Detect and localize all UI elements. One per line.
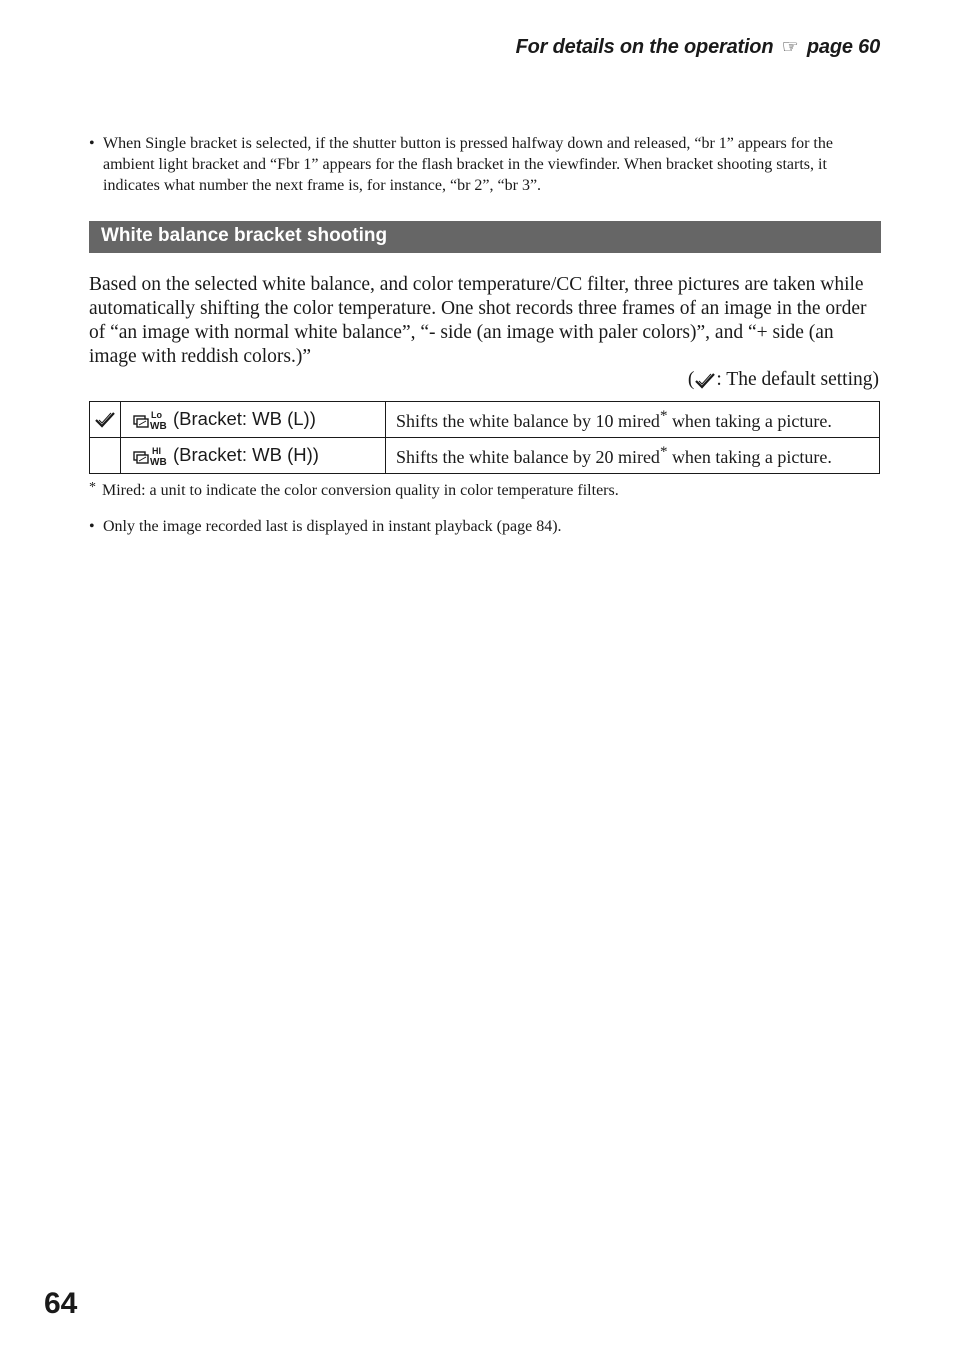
default-cell [90, 438, 121, 474]
default-setting-legend: ( : The default setting) [687, 369, 879, 390]
svg-text:HI: HI [152, 446, 161, 457]
table-row [90, 438, 880, 474]
pointing-hand-icon: ☞ [781, 37, 799, 58]
header-prefix: For details on the operation [515, 36, 774, 58]
page-header [516, 36, 880, 59]
footnote-mired: * Mired: a unit to indicate the color conversion quality in color temperature filters. [89, 480, 619, 499]
option-desc-cell: Shifts the white balance by 20 mired* when taking a picture. [386, 438, 880, 474]
header-page-ref[interactable]: page 60 [806, 36, 880, 58]
body-paragraph: Based on the selected white balance, and color temperature/CC filter, three pictures are taken while automatically shifting the color temperature. One shot records three frames of an image in the order of “an image with normal white balance”, “- side (an image with paler colors)”, and “+ side (an image with reddish colors.)” [89, 274, 867, 367]
note-single-bracket [89, 133, 881, 196]
bullet: • [89, 135, 95, 152]
check-mark-icon [94, 411, 116, 429]
bracket-wb-hi-icon [133, 445, 167, 467]
option-name-cell [121, 438, 386, 474]
option-name: (Bracket: WB (L)) [173, 407, 316, 429]
default-setting-text: : The default setting) [716, 369, 879, 390]
svg-text:Lo: Lo [151, 410, 162, 421]
default-cell [90, 402, 121, 438]
svg-text:WB: WB [150, 421, 167, 432]
page-number: 64 [44, 1287, 78, 1320]
section-title: White balance bracket shooting [101, 225, 388, 246]
bullet: • [89, 518, 95, 535]
option-name: (Bracket: WB (H)) [173, 443, 319, 465]
note-instant-playback [89, 516, 881, 537]
option-desc-cell: Shifts the white balance by 10 mired* when taking a picture. [386, 402, 880, 438]
bracket-wb-lo-icon [133, 409, 167, 431]
section-header-bar [89, 221, 881, 253]
note-text: Only the image recorded last is displayed in instant playback (page 84). [103, 518, 562, 535]
options-table [89, 401, 880, 474]
check-mark-icon [694, 372, 716, 390]
note-text: When Single bracket is selected, if the shutter button is pressed halfway down and released, “br 1” appears for the ambient light bracket and “Fbr 1” appears for the flash bracket in the viewfinder. When bracket shooting starts, it indicates what number the next frame is, for instance, “br 2”, “br 3”. [103, 135, 833, 194]
table-row [90, 402, 880, 438]
option-name-cell [121, 402, 386, 438]
svg-text:WB: WB [150, 457, 167, 468]
footnote-text: Mired: a unit to indicate the color conversion quality in color temperature filters. [102, 482, 619, 499]
